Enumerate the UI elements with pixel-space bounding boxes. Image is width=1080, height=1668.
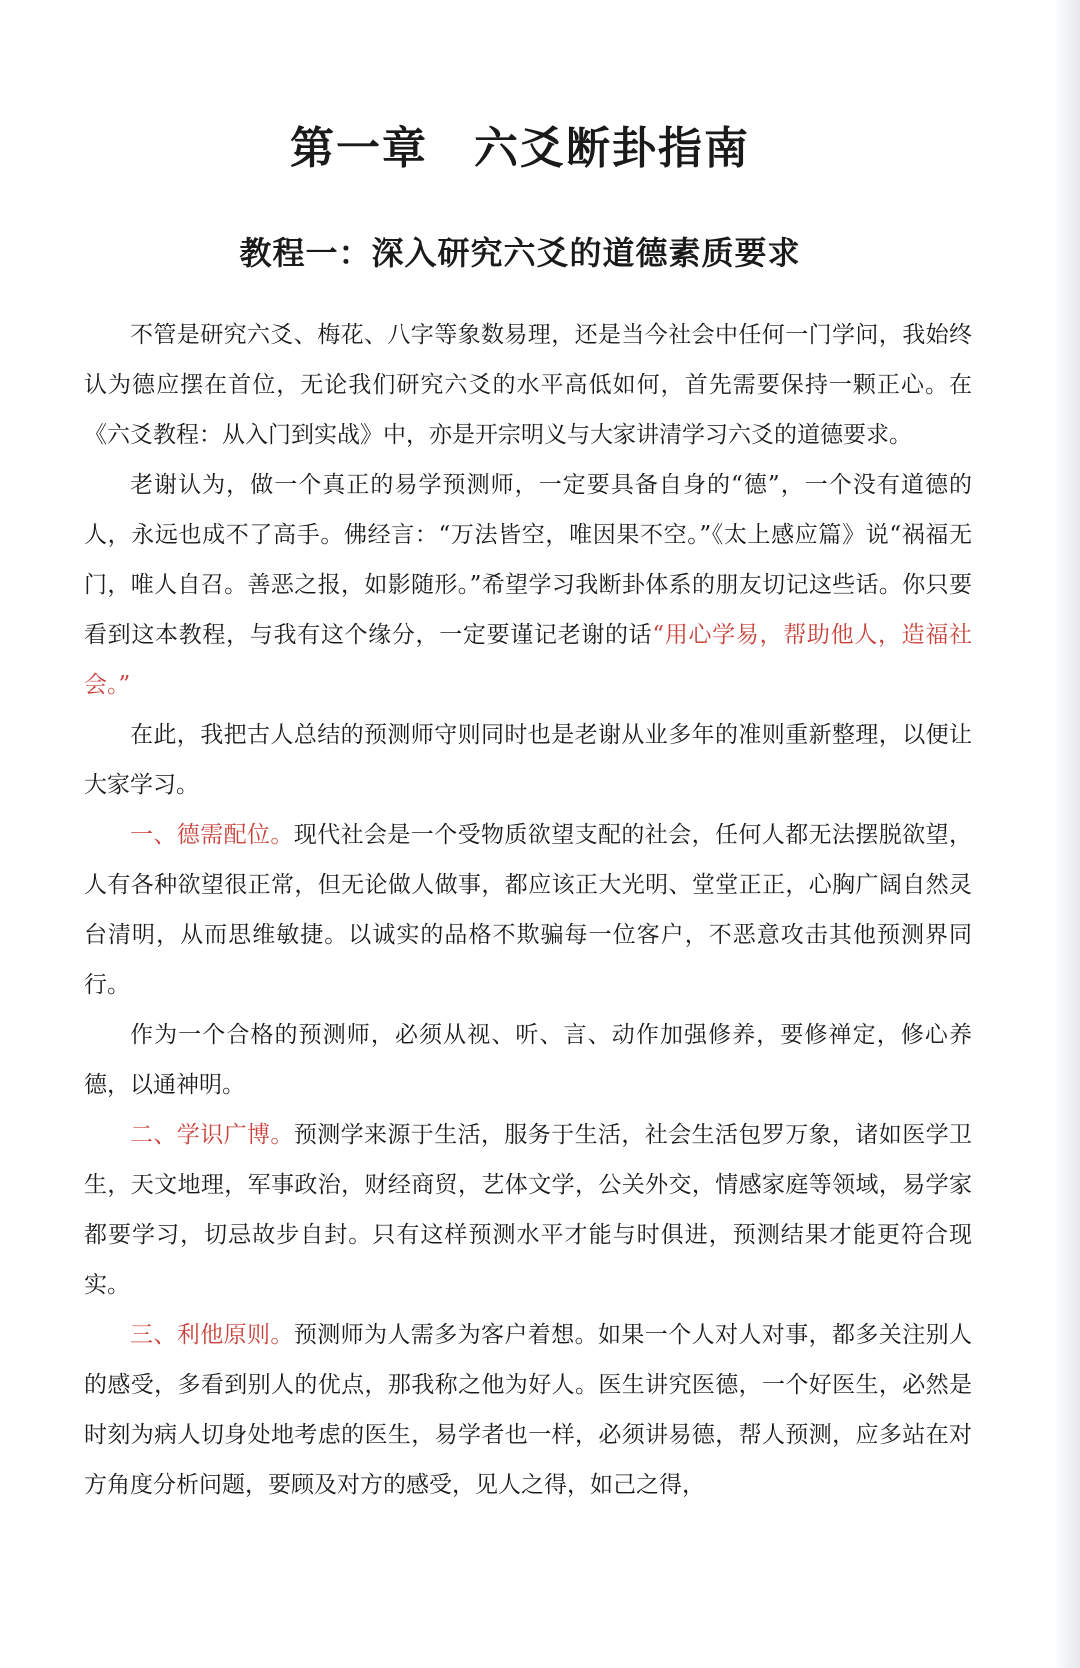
paragraph-cultivation: 作为一个合格的预测师，必须从视、听、言、动作加强修养，要修禅定，修心养德，以通神明。: [84, 1022, 972, 1098]
page-edge-shadow: [1054, 0, 1080, 1668]
paragraph-rule-two: 二、学识广博。预测学来源于生活，服务于生活，社会生活包罗万象，诸如医学卫生，天文地理，军事政治，财经商贸，艺体文学，公关外交，情感家庭等领域，易学家都要学习，切忌故步自封。只有这样预测水平才能与时俱进，预测结果才能更符合现实。: [84, 1122, 973, 1298]
rule-three-heading: 三、利他原则。: [130, 1322, 294, 1348]
rule-one-heading: 一、德需配位。: [130, 822, 294, 848]
rule-two-heading: 二、学识广博。: [130, 1122, 294, 1148]
paragraph-rule-one: 一、德需配位。现代社会是一个受物质欲望支配的社会，任何人都无法摆脱欲望，人有各种欲望很正常，但无论做人做事，都应该正大光明、堂堂正正，心胸广阔自然灵台清明，从而思维敏捷。以诚实的品格不欺骗每一位客户，不恶意攻击其他预测界同行。: [84, 822, 973, 998]
paragraph-rules-intro: 在此，我把古人总结的预测师守则同时也是老谢从业多年的准则重新整理，以便让大家学习。: [84, 722, 972, 798]
lesson-title: 教程一：深入研究六爻的道德素质要求: [239, 234, 801, 272]
body-text: [84, 310, 972, 1510]
paragraph-intro: 不管是研究六爻、梅花、八字等象数易理，还是当今社会中任何一门学问，我始终认为德应摆在首位，无论我们研究六爻的水平高低如何，首先需要保持一颗正心。在《六爻教程：从入门到实战》中，亦是开宗明义与大家讲清学习六爻的道德要求。: [84, 322, 972, 448]
paragraph-moral: 老谢认为，做一个真正的易学预测师，一定要具备自身的“德”，一个没有道德的人，永远也成不了高手。佛经言：“万法皆空，唯因果不空。”《太上感应篇》说“祸福无门，唯人自召。善恶之报，如影随形。”希望学习我断卦体系的朋友切记这些话。你只要看到这本教程，与我有这个缘分，一定要谨记老谢的话“用心学易，帮助他人，造福社会。”: [84, 472, 972, 698]
paragraph-rule-three: 三、利他原则。预测师为人需多为客户着想。如果一个人对人对事，都多关注别人的感受，多看到别人的优点，那我称之他为好人。医生讲究医德，一个好医生，必然是时刻为病人切身处地考虑的医生，易学者也一样，必须讲易德，帮人预测，应多站在对方角度分析问题，要顾及对方的感受，见人之得，如己之得，: [84, 1322, 973, 1498]
chapter-title: 第一章 六爻断卦指南: [290, 123, 750, 174]
motto-highlight: “用心学易，帮助他人，造福社会。”: [84, 622, 972, 698]
